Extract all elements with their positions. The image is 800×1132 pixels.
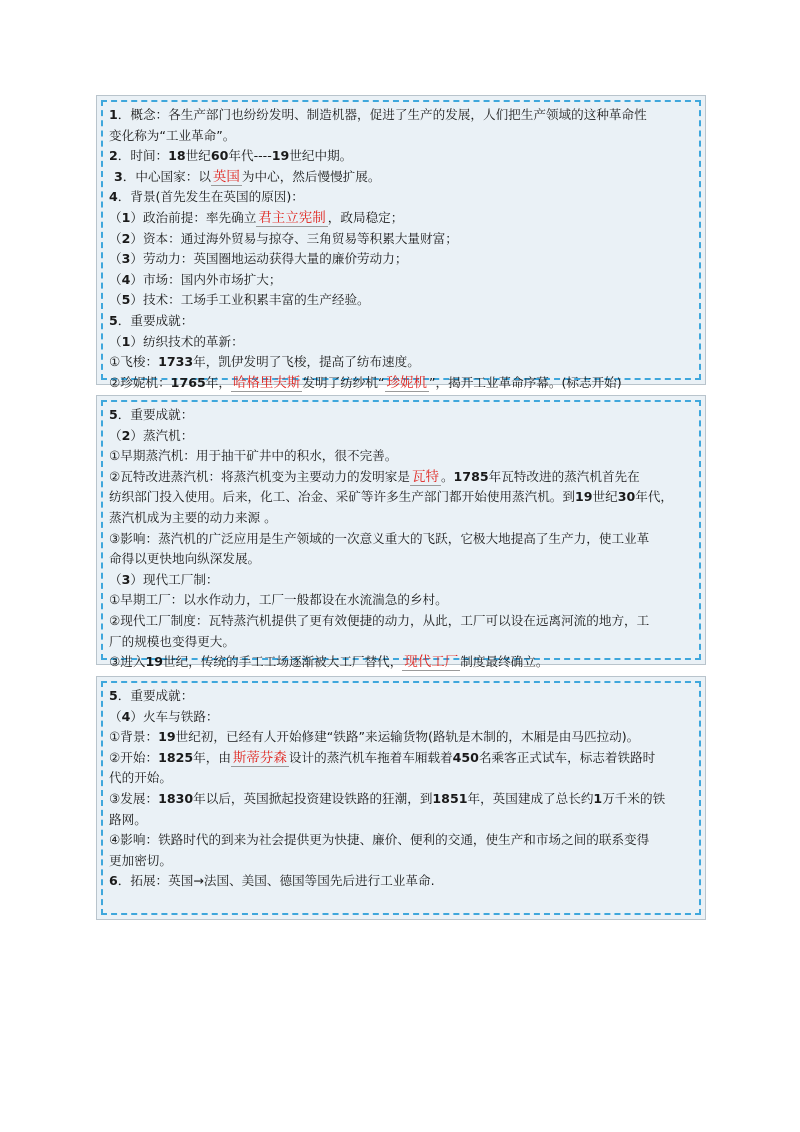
steam-power-source-line: 蒸汽机成为主要的动力来源 。: [109, 509, 277, 525]
note-card-2: [96, 395, 706, 671]
note-card-1: [96, 95, 706, 391]
watt-improvement-suffix: 。1785年瓦特改进的蒸汽机首先在: [440, 468, 640, 484]
railway-impact-line-1: ④影响：铁路时代的到来为社会提供更为快捷、廉价、便利的交通，使生产和市场之间的联系变得: [109, 832, 650, 848]
factory-established-suffix: 制度最终确立。: [460, 654, 549, 670]
market-line: （4）市场：国内外市场扩大；: [109, 271, 282, 287]
factory-system-heading: （3）现代工厂制：: [109, 571, 219, 587]
note-card-3: [96, 676, 706, 920]
railway-impact-line-2: 更加密切。: [109, 852, 172, 868]
answer-inventor-watt: 瓦特: [411, 468, 439, 485]
railway-start-suffix: 设计的蒸汽机车拖着车厢载着450名乘客正式试车，标志着铁路时: [288, 749, 656, 765]
spinning-jenny-line: [109, 373, 693, 394]
factory-established-prefix: ③进入19世纪，传统的手工工场逐渐被大工厂替代，: [109, 654, 403, 670]
railway-development-line-1: ③发展：1830年以后，英国掀起投资建设铁路的狂潮，到1851年，英国建成了总长约1万千米的铁: [109, 790, 666, 806]
definition-line-2: 变化称为“工业革命”。: [109, 127, 236, 143]
answer-center-country: 英国: [212, 168, 240, 185]
center-country-line: [109, 167, 693, 188]
achievements-heading: 5．重要成就：: [109, 312, 194, 328]
steam-adoption-line: 纺织部门投入使用。后来，化工、冶金、采矿等许多生产部门都开始使用蒸汽机。到19世纪30年代，: [109, 489, 673, 505]
background-heading: 4．背景(首先发生在英国的原因)：: [109, 189, 304, 205]
steam-impact-line-2: 命得以更快地向纵深发展。: [109, 551, 261, 567]
political-premise-suffix: ，政局稳定；: [327, 209, 404, 225]
spinning-jenny-middle: 发明了纺纱机“: [302, 374, 385, 390]
spinning-jenny-prefix: ②珍妮机：1765年，: [109, 374, 231, 390]
answer-machine-name: 珍妮机: [386, 374, 428, 391]
railway-start-line: [109, 748, 693, 769]
answer-stephenson: 斯蒂芬森: [232, 749, 287, 766]
technology-line: （5）技术：工场手工业积累丰富的生产经验。: [109, 292, 370, 308]
achievements-heading: 5．重要成就：: [109, 407, 194, 422]
watt-improvement-line: [109, 467, 693, 488]
early-factory-line: ①早期工厂：以水作动力，工厂一般都设在水流湍急的乡村。: [109, 592, 448, 608]
labor-line: （3）劳动力：英国圈地运动获得大量的廉价劳动力；: [109, 251, 408, 267]
center-country-prefix: 3．中心国家：以: [114, 168, 211, 184]
political-premise-line: [109, 208, 693, 229]
textile-heading: （1）纺织技术的革新：: [109, 333, 244, 349]
railway-start-prefix: ②开始：1825年，由: [109, 749, 231, 765]
capital-line: （2）资本：通过海外贸易与掠夺、三角贸易等积累大量财富；: [109, 230, 458, 246]
railway-background-line: ①背景：19世纪初，已经有人开始修建“铁路”来运输货物(路轨是木制的，木厢是由马匹拉动)。: [109, 729, 640, 745]
watt-improvement-prefix: ②瓦特改进蒸汽机：将蒸汽机变为主要动力的发明家是: [109, 468, 410, 484]
answer-modern-factory: 现代工厂: [404, 654, 459, 671]
political-premise-prefix: （1）政治前提：率先确立: [109, 209, 257, 225]
note-card-2-border: [101, 400, 701, 671]
modern-factory-line-1: ②现代工厂制度：瓦特蒸汽机提供了更有效便捷的动力，从此，工厂可以设在远离河流的地方，工: [109, 612, 650, 628]
spinning-jenny-suffix: ”，揭开工业革命序幕。(标志开始): [429, 374, 622, 390]
flying-shuttle-line: ①飞梭：1733年，凯伊发明了飞梭，提高了纺布速度。: [109, 354, 420, 370]
railway-heading: （4）火车与铁路：: [109, 708, 219, 724]
extension-line: 6．拓展：英国→法国、美国、德国等国先后进行工业革命.: [109, 873, 435, 889]
definition-line-1: 1．概念：各生产部门也纷纷发明、制造机器，促进了生产的发展，人们把生产领域的这种革命性: [109, 107, 647, 122]
early-steam-engine-line: ①早期蒸汽机：用于抽干矿井中的积水，很不完善。: [109, 448, 398, 464]
achievements-heading: 5．重要成就：: [109, 688, 194, 703]
railway-development-line-2: 路网。: [109, 811, 147, 827]
note-card-3-border: [101, 681, 701, 915]
center-country-suffix: 为中心，然后慢慢扩展。: [241, 168, 381, 184]
steam-impact-line-1: ③影响：蒸汽机的广泛应用是生产领域的一次意义重大的飞跃，它极大地提高了生产力，使工业革: [109, 530, 650, 546]
note-card-1-border: [101, 100, 701, 391]
factory-established-line: [109, 652, 693, 673]
time-line: 2．时间：18世纪60年代----19世纪中期。: [109, 148, 353, 164]
railway-start-line-2: 代的开始。: [109, 770, 172, 786]
answer-political-system: 君主立宪制: [258, 209, 326, 226]
modern-factory-line-2: 厂的规模也变得更大。: [109, 633, 235, 649]
steam-engine-heading: （2）蒸汽机：: [109, 427, 194, 443]
answer-inventor: 哈格里夫斯: [232, 374, 301, 391]
